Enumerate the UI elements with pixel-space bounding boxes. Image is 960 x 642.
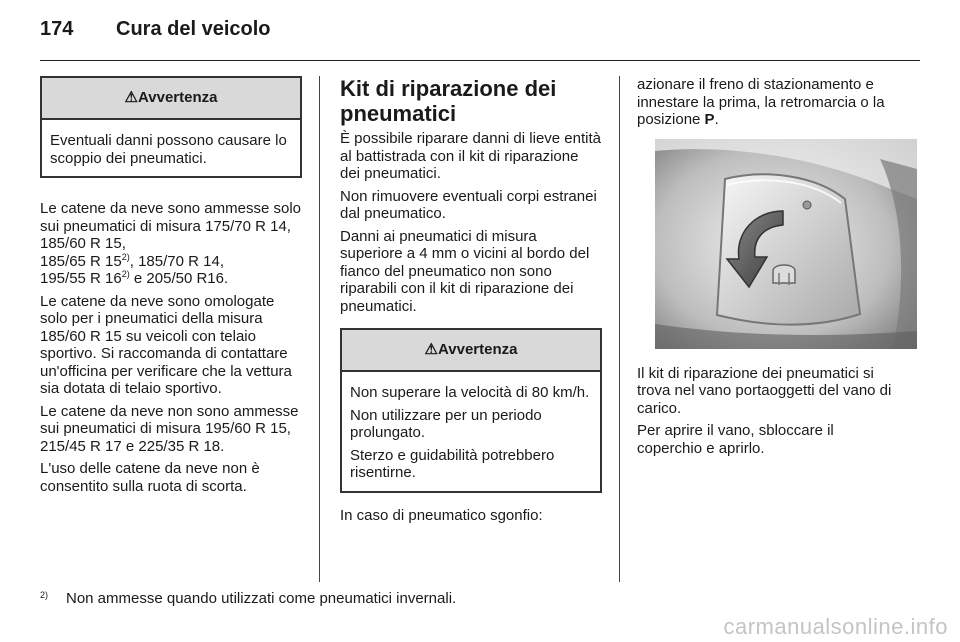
paragraph-parking-brake: azionare il freno di stazionamento e innestare la prima, la retromarcia o la posizione P.	[637, 76, 885, 128]
warning-text: Eventuali danni possono causare lo scoppio dei pneumatici.	[50, 132, 287, 167]
warning-speed: Non superare la velocità di 80 km/h.	[350, 384, 590, 401]
section-heading: Kit di riparazione dei pneumatici	[340, 76, 557, 126]
paragraph-sport-chassis: Le catene da neve sono omologate solo per i pneumatici della misura 185/60 R 15 su veicoli con telaio sportivo. Si raccomanda di contattare un'officina per verificare che la vettura sia dotata di telaio sportivo.	[40, 292, 292, 397]
warning-triangle-icon: ⚠	[424, 341, 438, 359]
warning-header	[42, 78, 300, 120]
page-header	[40, 18, 920, 48]
column-3	[637, 76, 902, 462]
column-divider	[319, 76, 320, 582]
column-divider	[619, 76, 620, 582]
footnote-ref: 2)	[121, 269, 130, 279]
paragraph-snow-chains-sizes: Le catene da neve sono ammesse solo sui pneumatici di misura 175/70 R 14, 185/60 R 15, 185/65 R 15$^{2)}$, 185/70 R 14, 195/55 R 16$^{2)}$ e 205/50 R16.	[40, 200, 301, 287]
footnote-text: Non ammesse quando utilizzati come pneumatici invernali.	[66, 590, 457, 607]
page-number: 174	[40, 18, 74, 40]
paragraph-open-cover: Per aprire il vano, sbloccare il coperchio e aprirlo.	[637, 422, 834, 457]
paragraph-repair-kit: È possibile riparare danni di lieve entità al battistrada con il kit di riparazione dei pneumatici.	[340, 130, 601, 182]
header-rule	[40, 60, 920, 61]
warning-body	[42, 120, 300, 176]
warning-body	[342, 372, 600, 491]
warning-box-2	[340, 328, 602, 493]
warning-title: Avvertenza	[137, 89, 218, 107]
page-title: Cura del veicolo	[116, 18, 271, 40]
warning-duration: Non utilizzare per un periodo prolungato.	[350, 406, 542, 441]
cargo-compartment-image	[655, 139, 917, 349]
column-2	[340, 76, 602, 529]
column-1	[40, 76, 302, 500]
warning-header	[342, 330, 600, 372]
warning-title: Avvertenza	[437, 341, 518, 359]
paragraph-not-allowed-sizes: Le catene da neve non sono ammesse sui pneumatici di misura 195/60 R 15, 215/45 R 17 e 225/35 R 18.	[40, 402, 299, 455]
footnote-mark: 2)	[40, 590, 49, 600]
warning-steering: Sterzo e guidabilità potrebbero risentirne.	[350, 446, 555, 481]
paragraph-flat-tyre: In caso di pneumatico sgonfio:	[340, 506, 543, 524]
warning-triangle-icon: ⚠	[124, 89, 138, 107]
warning-box-1	[40, 76, 302, 178]
paragraph-foreign-bodies: Non rimuovere eventuali corpi estranei dal pneumatico.	[340, 187, 597, 222]
cargo-floor-cover-illustration	[655, 139, 917, 349]
paragraph-kit-location: Il kit di riparazione dei pneumatici si trova nel vano portaoggetti del vano di carico.	[637, 364, 892, 417]
paragraph-damage-limits: Danni ai pneumatici di misura superiore a 4 mm o vicini al bordo del fianco del pneumatico non sono riparabili con il kit di riparazione dei pneumatici.	[340, 227, 590, 315]
footnote-ref: 2)	[121, 251, 130, 262]
watermark: carmanualsonline.info	[723, 614, 948, 639]
paragraph-spare-wheel: L'uso delle catene da neve non è consentito sulla ruota di scorta.	[40, 460, 260, 495]
